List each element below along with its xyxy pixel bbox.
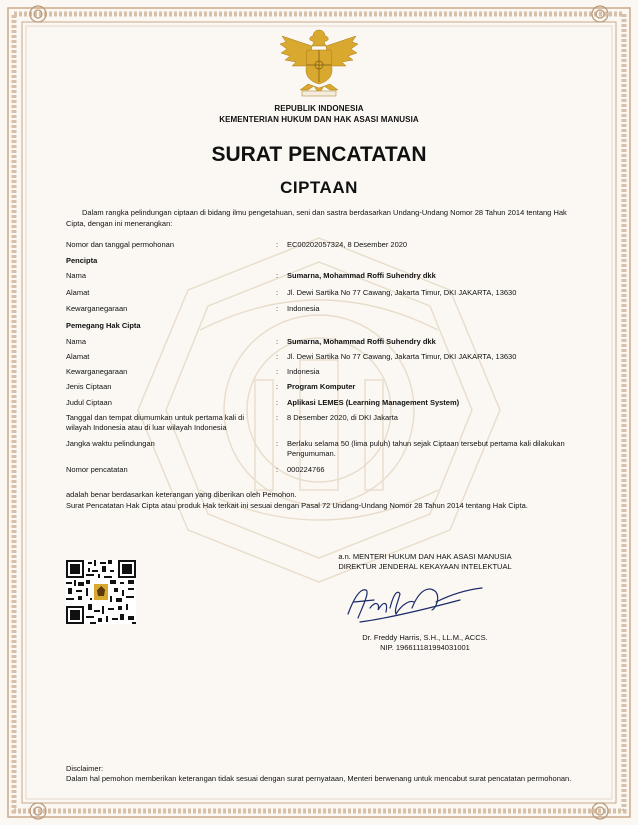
pemegang-kewarganegaraan-label: Kewarganegaraan [66,367,128,376]
colon: : [276,398,279,407]
pemegang-nama-value: Sumarna, Mohammad Roffi Suhendry dkk [287,337,436,346]
colon: : [276,352,279,361]
colon: : [276,413,279,422]
closing-statement [66,490,576,511]
tanggal-diumumkan-label: Tanggal dan tempat diumumkan untuk pertama kali di wilayah Indonesia atau di luar wilayah Indonesia [66,413,245,432]
judul-ciptaan-label: Judul Ciptaan [66,398,112,407]
colon: : [276,240,279,249]
tanggal-diumumkan-value: 8 Desember 2020, di DKI Jakarta [287,413,398,422]
pemegang-alamat-value: Jl. Dewi Sartika No 77 Cawang, Jakarta Timur, DKI JAKARTA, 13630 [287,352,517,361]
pemegang-kewarganegaraan-value: Indonesia [287,367,320,376]
jenis-ciptaan-label: Jenis Ciptaan [66,382,112,391]
application-label: Nomor dan tanggal permohonan [66,240,174,249]
jangka-waktu-value: Berlaku selama 50 (lima puluh) tahun sejak Ciptaan tersebut pertama kali dilakukan Pengumuman. [287,439,565,458]
signature-position: DIREKTUR JENDERAL KEKAYAAN INTELEKTUAL [338,562,512,571]
closing-line-1: adalah benar berdasarkan keterangan yang diberikan oleh Pemohon. [66,490,297,499]
signature-on-behalf: a.n. MENTERI HUKUM DAN HAK ASASI MANUSIA [338,552,512,561]
pencipta-kewarganegaraan-value: Indonesia [287,304,320,313]
colon: : [276,439,279,448]
qr-code-icon [66,560,136,624]
pemegang-nama-label: Nama [66,337,87,346]
handwritten-signature-icon [340,578,490,628]
pencipta-nama-value: Sumarna, Mohammad Roffi Suhendry dkk [287,271,436,280]
colon: : [276,465,279,474]
document-subtitle: CIPTAAN [280,178,358,197]
colon: : [276,288,279,297]
pencipta-kewarganegaraan-label: Kewarganegaraan [66,304,128,313]
intro-paragraph: Dalam rangka pelindungan ciptaan di bidang ilmu pengetahuan, seni dan sastra berdasarkan Undang-Undang Nomor 28 Tahun 2014 tentang Hak Cipta, dengan ini menerangkan: [66,208,567,228]
colon: : [276,337,279,346]
section-pencipta: Pencipta [66,256,98,265]
nomor-pencatatan-label: Nomor pencatatan [66,465,128,474]
section-pemegang: Pemegang Hak Cipta [66,321,141,330]
pemegang-alamat-label: Alamat [66,352,90,361]
jenis-ciptaan-value: Program Komputer [287,382,356,391]
colon: : [276,304,279,313]
colon: : [276,382,279,391]
application-value: EC00202057324, 8 Desember 2020 [287,240,408,249]
header-country: REPUBLIK INDONESIA [274,104,364,113]
document-title: SURAT PENCATATAN [211,143,427,166]
closing-line-2: Surat Pencatatan Hak Cipta atau produk Hak terkait ini sesuai dengan Pasal 72 Undang-Undang Nomor 28 Tahun 2014 tentang Hak Cipta. [66,500,528,510]
header-ministry: KEMENTERIAN HUKUM DAN HAK ASASI MANUSIA [219,115,419,124]
pencipta-nama-label: Nama [66,271,87,280]
jangka-waktu-label: Jangka waktu pelindungan [66,439,155,448]
judul-ciptaan-value: Aplikasi LEMES (Learning Management System) [287,398,460,407]
disclaimer-heading: Disclaimer: [66,764,104,773]
disclaimer-text: Dalam hal pemohon memberikan keterangan tidak sesuai dengan surat pernyataan, Menteri berwenang untuk mencabut surat pencatatan permohonan. [66,774,572,783]
signatory-name: Dr. Freddy Harris, S.H., LL.M., ACCS. [362,633,488,642]
signatory-nip: NIP. 196611181994031001 [380,643,470,652]
colon: : [276,367,279,376]
pencipta-alamat-label: Alamat [66,288,90,297]
nomor-pencatatan-value: 000224766 [287,465,325,474]
garuda-emblem-icon [278,24,360,98]
colon: : [276,271,279,280]
pencipta-alamat-value: Jl. Dewi Sartika No 77 Cawang, Jakarta Timur, DKI JAKARTA, 13630 [287,288,517,297]
